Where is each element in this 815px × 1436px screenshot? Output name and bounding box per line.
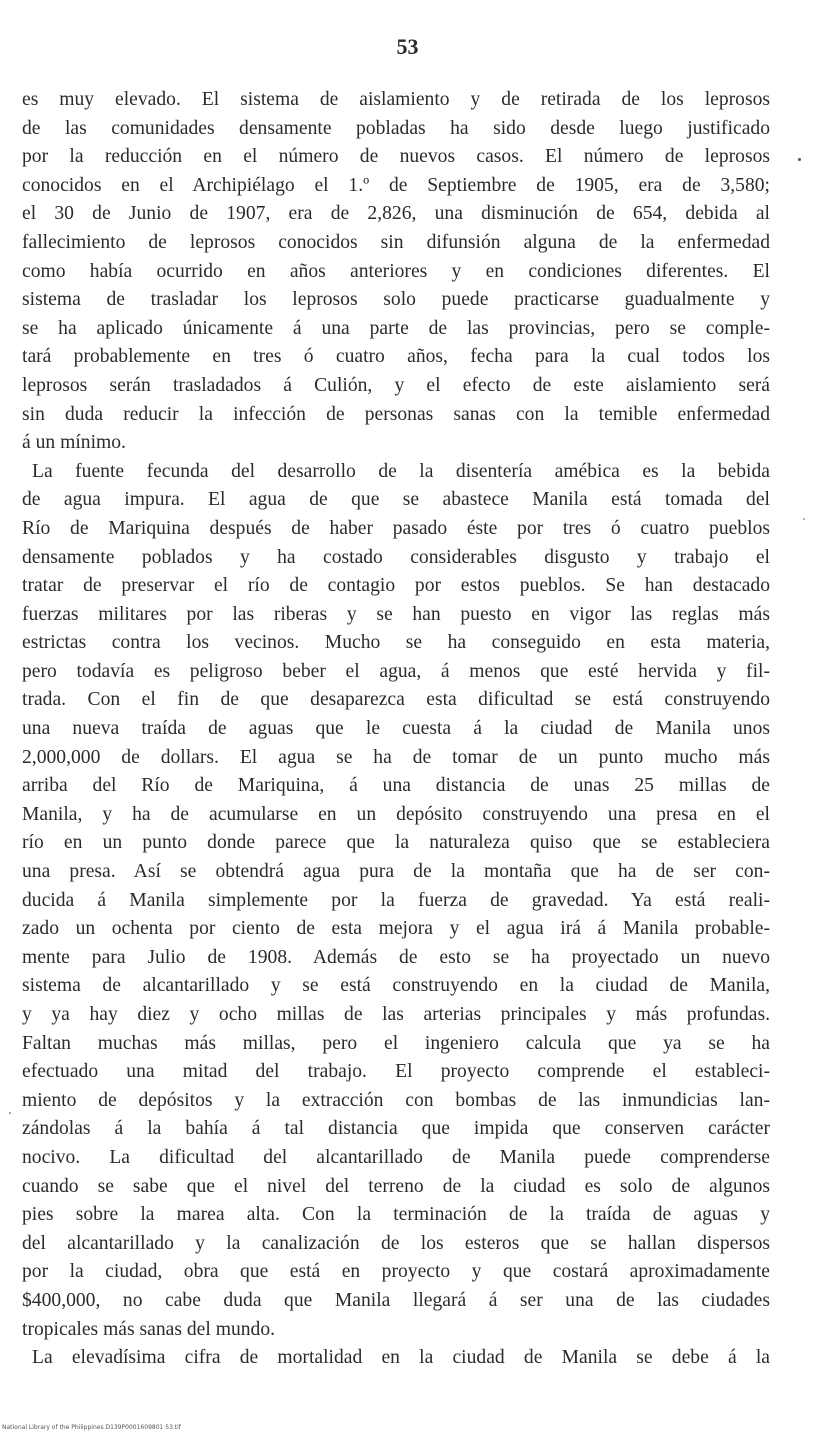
text-line: zándolas á la bahía á tal distancia que impida que conserven carácter bbox=[22, 1118, 770, 1140]
text-line: La elevadísima cifra de mortalidad en la ciudad de Manila se debe á la bbox=[32, 1347, 770, 1369]
text-line: estrictas contra los vecinos. Mucho se ha conseguido en esta materia, bbox=[22, 632, 770, 654]
text-line: una presa. Así se obtendrá agua pura de la montaña que ha de ser con- bbox=[22, 861, 770, 883]
scan-speck bbox=[798, 158, 801, 161]
text-line: leprosos serán trasladados á Culión, y el efecto de este aislamiento será bbox=[22, 374, 770, 396]
text-line: y ya hay diez y ocho millas de las arterias principales y más profundas. bbox=[22, 1004, 770, 1025]
text-line: conocidos en el Archipiélago el 1.º de Septiembre de 1905, era de 3,580; bbox=[22, 174, 770, 196]
text-line: tará probablemente en tres ó cuatro años, fecha para la cual todos los bbox=[22, 346, 770, 368]
text-line: Faltan muchas más millas, pero el ingeniero calcula que ya se ha bbox=[22, 1032, 770, 1054]
text-line: mente para Julio de 1908. Además de esto se ha proyectado un nuevo bbox=[22, 946, 770, 968]
text-line: ducida á Manila simplemente por la fuerza de gravedad. Ya está reali- bbox=[22, 889, 770, 911]
text-line: sistema de alcantarillado y se está construyendo en la ciudad de Manila, bbox=[22, 975, 770, 997]
text-line: por la ciudad, obra que está en proyecto y que costará aproximadamente bbox=[22, 1261, 770, 1283]
text-line: nocivo. La dificultad del alcantarillado de Manila puede comprenderse bbox=[22, 1146, 770, 1168]
text-line: el 30 de Junio de 1907, era de 2,826, una disminución de 654, debida al bbox=[22, 203, 770, 225]
text-line: 2,000,000 de dollars. El agua se ha de tomar de un punto mucho más bbox=[22, 746, 770, 768]
text-line: sistema de trasladar los leprosos solo puede practicarse guadualmente y bbox=[22, 289, 770, 311]
text-line: tratar de preservar el río de contagio por estos pueblos. Se han destacado bbox=[22, 575, 770, 597]
text-line: sin duda reducir la infección de personas sanas con la temible enfermedad bbox=[22, 403, 770, 425]
text-line: miento de depósitos y la extracción con bombas de las inmundicias lan- bbox=[22, 1089, 770, 1111]
text-line: efectuado una mitad del trabajo. El proyecto comprende el estableci- bbox=[22, 1061, 770, 1083]
text-line: trada. Con el fin de que desaparezca esta dificultad se está construyendo bbox=[22, 689, 770, 711]
text-line: $400,000, no cabe duda que Manila llegará á ser una de las ciudades bbox=[22, 1289, 770, 1311]
text-line: de agua impura. El agua de que se abastece Manila está tomada del bbox=[22, 489, 770, 511]
text-line: zado un ochenta por ciento de esta mejora y el agua irá á Manila probable- bbox=[22, 918, 770, 940]
text-line: de las comunidades densamente pobladas ha sido desde luego justificado bbox=[22, 117, 770, 139]
text-line: cuando se sabe que el nivel del terreno de la ciudad es solo de algunos bbox=[22, 1175, 770, 1197]
text-line: Río de Mariquina después de haber pasado éste por tres ó cuatro pueblos bbox=[22, 517, 770, 539]
text-line: La fuente fecunda del desarrollo de la disentería amébica es la bebida bbox=[32, 460, 770, 482]
scan-speck bbox=[9, 1112, 11, 1114]
text-line: fuerzas militares por las riberas y se han puesto en vigor las reglas más bbox=[22, 603, 770, 625]
text-line: arriba del Río de Mariquina, á una distancia de unas 25 millas de bbox=[22, 775, 770, 797]
text-line: fallecimiento de leprosos conocidos sin difunsión alguna de la enfermedad bbox=[22, 231, 770, 253]
text-line: á un mínimo. bbox=[22, 432, 126, 454]
text-line: por la reducción en el número de nuevos casos. El número de leprosos bbox=[22, 146, 770, 168]
text-line: pero todavía es peligroso beber el agua, á menos que esté hervida y fil- bbox=[22, 660, 770, 682]
text-line: densamente poblados y ha costado considerables disgusto y trabajo el bbox=[22, 546, 770, 568]
text-line: pies sobre la marea alta. Con la terminación de la traída de aguas y bbox=[22, 1204, 770, 1226]
text-line: tropicales más sanas del mundo. bbox=[22, 1318, 276, 1340]
text-line: es muy elevado. El sistema de aislamiento y de retirada de los leprosos bbox=[22, 89, 770, 110]
text-line: Manila, y ha de acumularse en un depósito construyendo una presa en el bbox=[22, 803, 770, 825]
scan-footer: National Library of the Philippines D139P0001609801·53.tif bbox=[2, 1424, 181, 1431]
scan-speck bbox=[803, 518, 805, 520]
text-line: como había ocurrido en años anteriores y en condiciones diferentes. El bbox=[22, 260, 770, 282]
text-line: del alcantarillado y la canalización de los esteros que se hallan dispersos bbox=[22, 1232, 770, 1254]
page-number: 53 bbox=[396, 34, 419, 59]
body-text bbox=[22, 86, 770, 1373]
text-line: una nueva traída de aguas que le cuesta á la ciudad de Manila unos bbox=[22, 718, 770, 740]
text-line: se ha aplicado únicamente á una parte de las provincias, pero se comple- bbox=[22, 317, 770, 339]
text-line: río en un punto donde parece que la naturaleza quiso que se estableciera bbox=[22, 832, 770, 854]
